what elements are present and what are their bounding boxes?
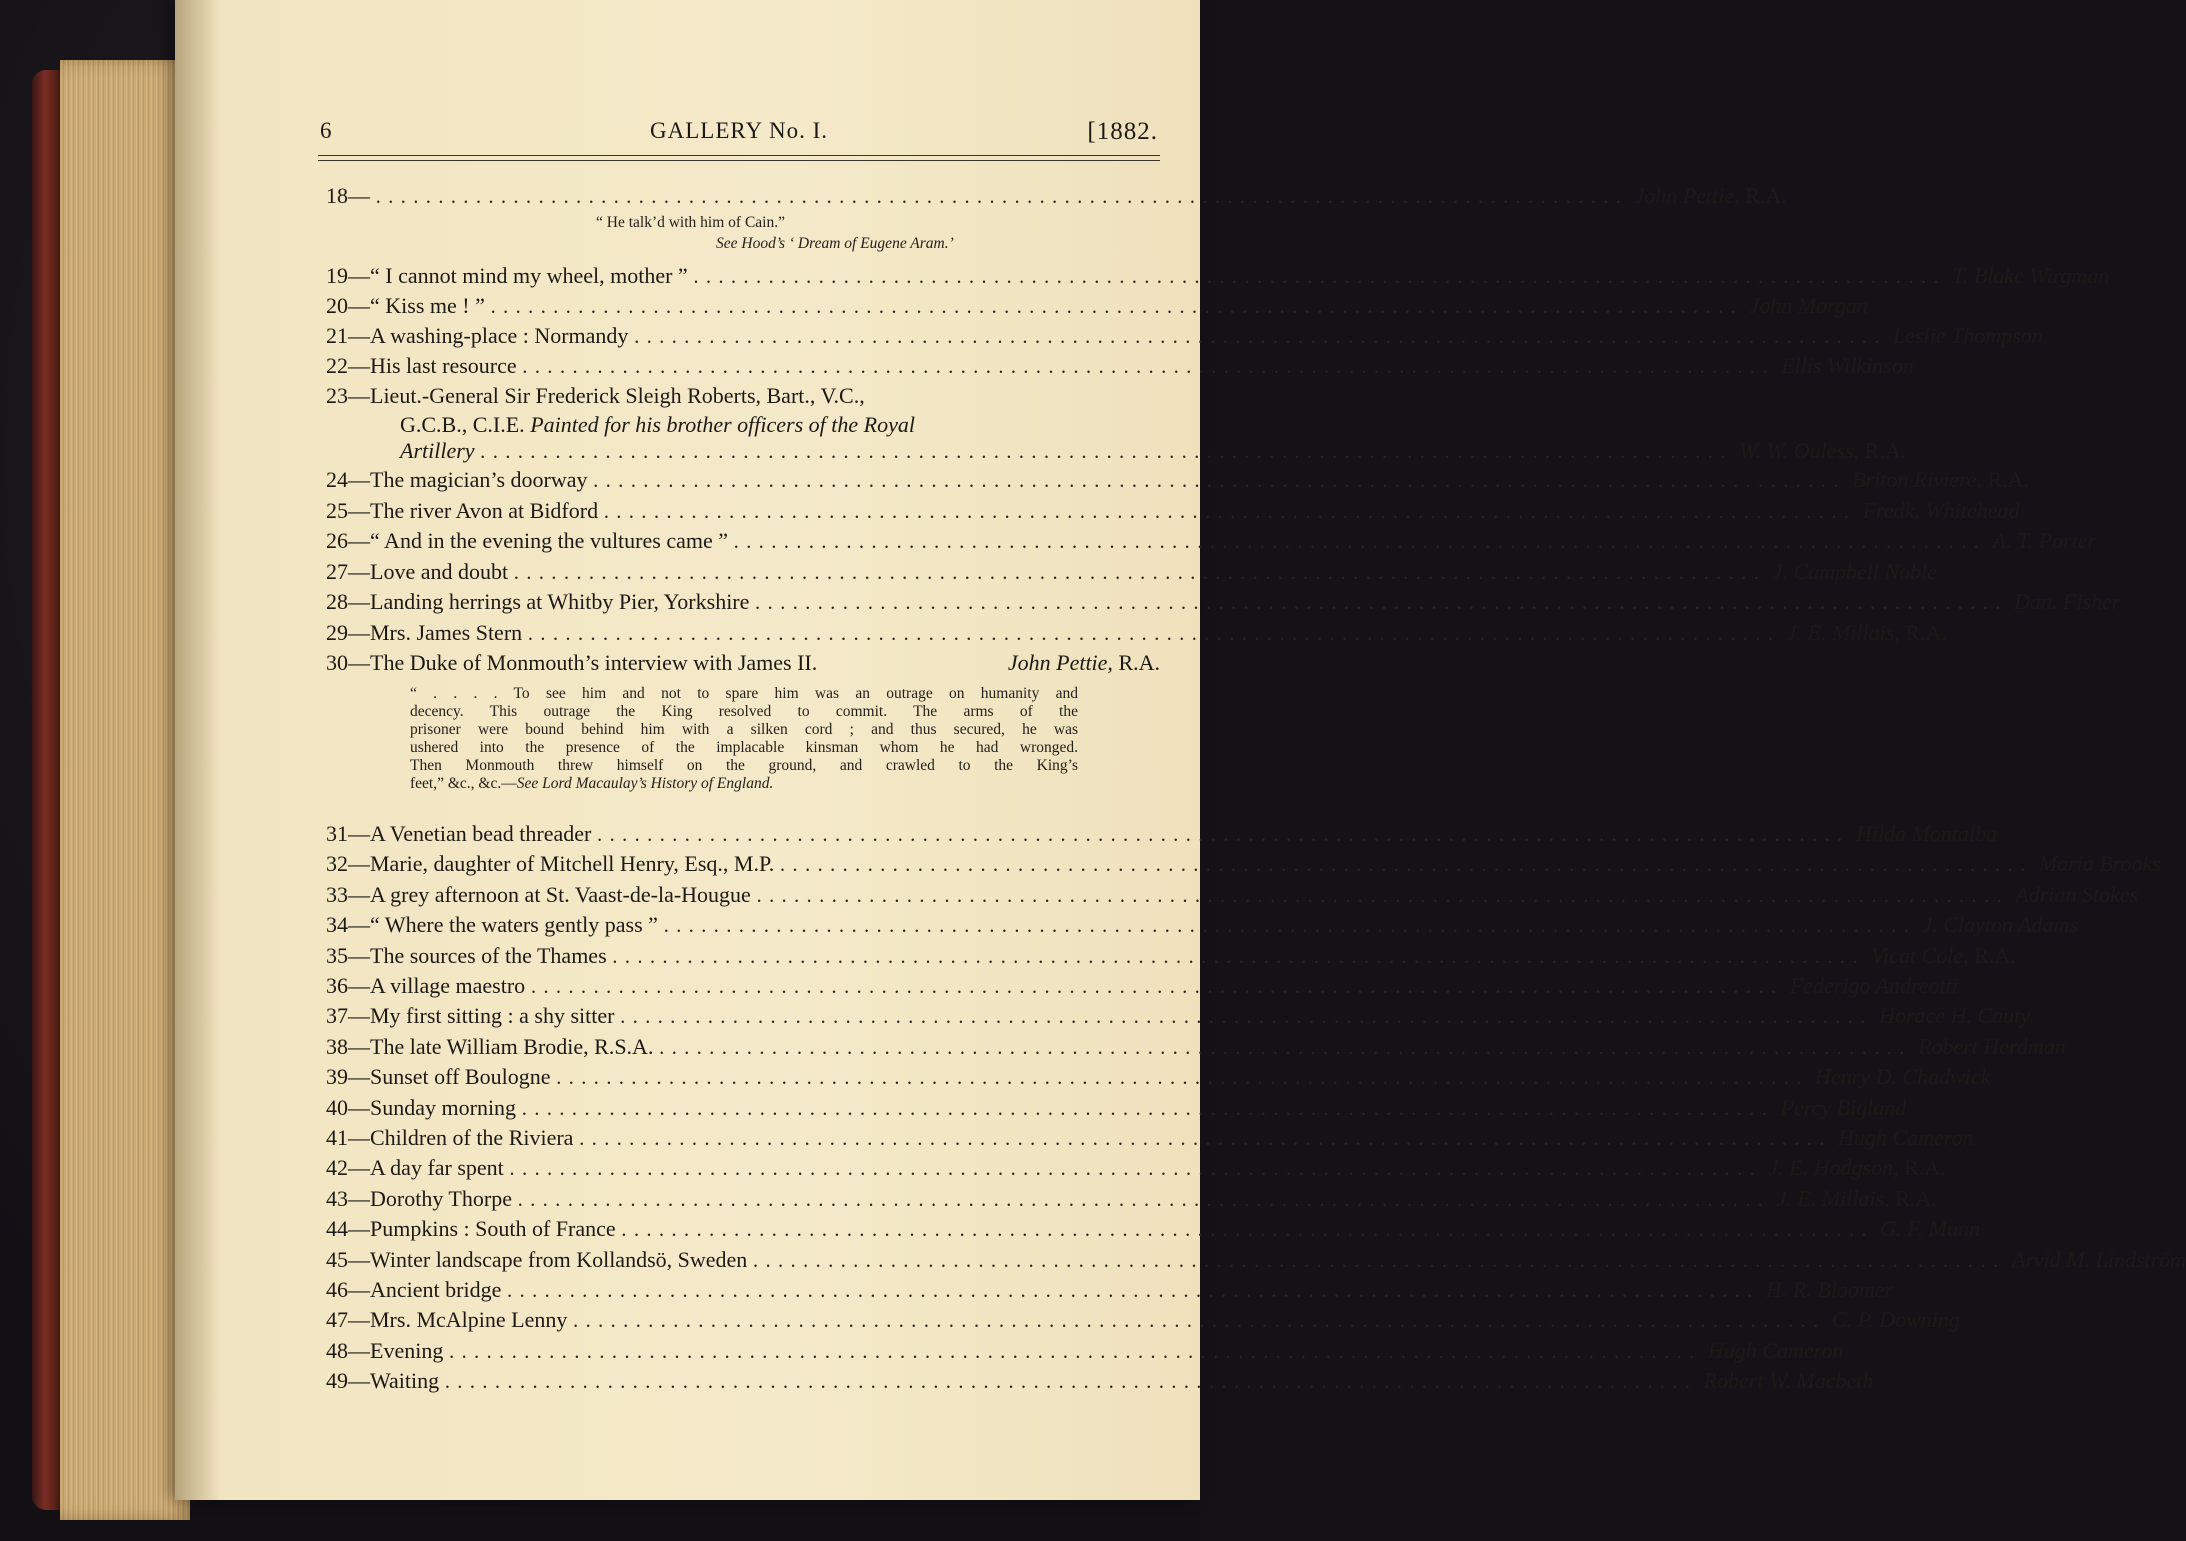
dot-leader: .................................................................................................... xyxy=(663,921,1917,937)
dot-leader: .................................................................................................... xyxy=(507,1286,1760,1301)
entry-title: 20—“ Kiss me ! ” xyxy=(326,293,485,318)
entry-artist: Briton Riviere, R.A. xyxy=(1852,467,2030,492)
dot-leader: .................................................................................................... xyxy=(634,332,1888,347)
dot-leader: .................................................................................................... xyxy=(612,951,1866,967)
dot-leader: .................................................................................................... xyxy=(593,476,1847,491)
catalogue-entry xyxy=(326,1003,2030,1035)
entry-artist: Horace H. Cauty xyxy=(1879,1003,2030,1029)
gutter-shadow xyxy=(175,0,220,1500)
entry-23-line2: G.C.B., C.I.E. Painted for his brother officers of the Royal xyxy=(400,412,915,437)
dot-leader: .................................................................................................... xyxy=(620,1012,1874,1028)
dot-leader: .................................................................................................... xyxy=(514,567,1767,583)
entry-quote: “ He talk’d with him of Cain.” xyxy=(596,214,785,231)
dot-leader: .................................................................................................... xyxy=(528,629,1781,644)
quote-line: “ . . . . To see him and not to spare him was an outrage on humanity and xyxy=(410,685,1078,702)
entry-title: 44—Pumpkins : South of France xyxy=(326,1216,616,1242)
dot-leader: .................................................................................................... xyxy=(509,1164,1763,1180)
entry-title: 45—Winter landscape from Kollandsö, Sweden xyxy=(326,1246,748,1272)
entry-artist: C. P. Downing xyxy=(1831,1307,1960,1333)
entry-title: 40—Sunday morning xyxy=(326,1094,517,1120)
dot-leader: .................................................................................................... xyxy=(480,447,1734,462)
dot-leader: .................................................................................................... xyxy=(449,1346,1702,1362)
catalogue-entry xyxy=(326,1277,1894,1309)
dot-leader: .................................................................................................... xyxy=(755,598,2008,614)
quote-line: ushered into the presence of the implacable kinsman whom he had wronged. xyxy=(410,739,1078,756)
entry-title: 30—The Duke of Monmouth’s interview with James II. xyxy=(326,650,818,675)
dot-leader: .................................................................................................... xyxy=(376,192,1629,207)
catalogue-entry xyxy=(326,1216,1981,1248)
entry-title: 32—Marie, daughter of Mitchell Henry, Esq., M.P. xyxy=(326,851,775,877)
entry-artist: John Pettie, R.A. xyxy=(1634,183,1787,208)
dot-leader: .................................................................................................... xyxy=(490,302,1744,317)
dot-leader: .................................................................................................... xyxy=(556,1073,1810,1089)
catalogue-entry xyxy=(326,1337,1844,1370)
catalogue-entry xyxy=(326,1185,1937,1218)
dot-leader: .................................................................................................... xyxy=(579,1134,1833,1149)
dot-leader: .................................................................................................... xyxy=(517,1194,1771,1210)
entry-title: 48—Evening xyxy=(326,1337,444,1363)
entry-artist: J. E. Millais, R.A. xyxy=(1776,1185,1937,1211)
dot-leader: .................................................................................................... xyxy=(753,1255,2006,1271)
dot-leader: .................................................................................................... xyxy=(531,982,1784,997)
entry-title: 38—The late William Brodie, R.S.A. xyxy=(326,1033,654,1059)
entry-title: 49—Waiting xyxy=(326,1368,440,1394)
entry-title: 35—The sources of the Thames xyxy=(326,942,607,968)
entry-artist: Fredk. Whitehead xyxy=(1862,497,2020,523)
page-number: 6 xyxy=(320,118,333,143)
catalogue-entry xyxy=(326,973,1958,1005)
dot-leader: .................................................................................................... xyxy=(693,272,1947,287)
entry-artist: Hugh Cameron xyxy=(1707,1337,1844,1363)
catalogue-entry xyxy=(326,1155,1946,1187)
entry-title: 43—Dorothy Thorpe xyxy=(326,1185,512,1211)
entry-title: 41—Children of the Riviera xyxy=(326,1125,574,1150)
entry-title: 34—“ Where the waters gently pass ” xyxy=(326,912,658,938)
year: [1882. xyxy=(1087,118,1158,145)
entry-title: 27—Love and doubt xyxy=(326,558,509,584)
entry-artist: Hilda Montalba xyxy=(1855,821,1998,846)
entry-artist: Arvid M. Lindström xyxy=(2011,1246,2186,1272)
catalogue-entry xyxy=(326,1033,2066,1066)
dot-leader: .................................................................................................... xyxy=(597,830,1850,845)
catalogue-entry xyxy=(326,851,2161,883)
dot-leader: .................................................................................................... xyxy=(522,362,1776,377)
entry-artist: Federigo Andreotti xyxy=(1789,973,1958,998)
dot-leader: .................................................................................................... xyxy=(734,537,1987,553)
entry-title: 21—A washing-place : Normandy xyxy=(326,323,629,348)
entry-reference: See Hood’s ‘ Dream of Eugene Aram.’ xyxy=(716,235,954,252)
catalogue-entry xyxy=(326,1368,1874,1400)
catalogue-entry xyxy=(326,1246,2186,1279)
entry-title: 33—A grey afternoon at St. Vaast-de-la-Hougue xyxy=(326,881,751,907)
entry-title: 36—A village maestro xyxy=(326,973,526,998)
dot-leader: .................................................................................................... xyxy=(756,890,2010,906)
entry-title: 25—The river Avon at Bidford xyxy=(326,497,599,523)
entry-title: 28—Landing herrings at Whitby Pier, Yorkshire xyxy=(326,589,750,615)
entry-title: 37—My first sitting : a shy sitter xyxy=(326,1003,615,1029)
quote-line: prisoner were bound behind him with a silken cord ; and thus secured, he was xyxy=(410,721,1078,738)
entry-artist: Maria Brooks xyxy=(2038,851,2161,877)
entry-title: 19—“ I cannot mind my wheel, mother ” xyxy=(326,263,688,288)
entry-artist: G. F. Munn xyxy=(1880,1216,1981,1242)
dot-leader: .................................................................................................... xyxy=(573,1316,1826,1332)
entry-artist: Hugh Cameron xyxy=(1838,1125,1974,1150)
quote-line: feet,” &c., &c.—See Lord Macaulay’s History of England. xyxy=(410,775,774,792)
entry-title: 46—Ancient bridge xyxy=(326,1277,502,1302)
entry-title: 42—A day far spent xyxy=(326,1155,504,1181)
entry-title: 29—Mrs. James Stern xyxy=(326,620,523,645)
dot-leader: .................................................................................................... xyxy=(445,1377,1698,1393)
dot-leader: .................................................................................................... xyxy=(659,1042,1913,1058)
entry-artist: H. R. Bloomer xyxy=(1765,1277,1894,1302)
entry-artist: Robert W. Macbeth xyxy=(1703,1368,1874,1394)
entry-artist: John Pettie, R.A. xyxy=(1007,650,1160,675)
entry-artist: T. Blake Wirgman xyxy=(1952,263,2110,288)
entry-title: 47—Mrs. McAlpine Lenny xyxy=(326,1307,568,1333)
entry-artist: Leslie Thompson xyxy=(1893,323,2043,348)
dot-leader: .................................................................................................... xyxy=(604,506,1857,522)
entry-title: 22—His last resource xyxy=(326,353,517,378)
entry-title: Artillery xyxy=(400,438,475,463)
entry-artist: Percy Bigland xyxy=(1780,1094,1907,1120)
entry-number: 18— xyxy=(326,183,370,208)
catalogue-entry xyxy=(326,912,2078,944)
entry-title: 24—The magician’s doorway xyxy=(326,467,588,492)
entry-artist: Adrian Stokes xyxy=(2015,881,2139,907)
entry-artist: Dan. Fisher xyxy=(2014,589,2121,615)
catalogue-entry xyxy=(326,1125,1974,1157)
catalogue-entry xyxy=(326,1307,1960,1339)
catalogue-entry xyxy=(326,821,1998,853)
entry-artist: John Morgan xyxy=(1749,293,1868,318)
entry-artist: Vicat Cole, R.A. xyxy=(1871,942,2016,968)
entry-artist: W. W. Ouless, R.A. xyxy=(1739,438,1907,463)
entry-artist: Ellis Wilkinson xyxy=(1781,353,1914,378)
catalogue-entry xyxy=(326,1094,1907,1127)
entry-artist: Henry D. Chadwick xyxy=(1815,1064,1991,1090)
entry-artist: J. E. Millais, R.A. xyxy=(1786,620,1947,645)
catalogue-entry xyxy=(326,942,2016,975)
dot-leader: .................................................................................................... xyxy=(780,860,2033,876)
entry-artist: A. T. Porter xyxy=(1992,528,2097,554)
dot-leader: .................................................................................................... xyxy=(621,1225,1875,1241)
gallery-title: GALLERY No. I. xyxy=(650,118,828,143)
quote-line: decency. This outrage the King resolved to commit. The arms of the xyxy=(410,703,1078,720)
entry-artist: J. Clayton Adams xyxy=(1922,912,2078,938)
entry-title: 26—“ And in the evening the vultures came ” xyxy=(326,528,728,554)
entry-title: 31—A Venetian bead threader xyxy=(326,821,592,846)
entry-title: 39—Sunset off Boulogne xyxy=(326,1064,551,1090)
catalogue-entry xyxy=(326,881,2139,914)
catalogue-entry xyxy=(326,1064,1991,1096)
entry-23-line1: 23—Lieut.-General Sir Frederick Sleigh Roberts, Bart., V.C., xyxy=(326,383,865,408)
entry-artist: Robert Herdman xyxy=(1918,1033,2066,1059)
quote-line: Then Monmouth threw himself on the ground, and crawled to the King’s xyxy=(410,757,1078,774)
entry-artist: J. Campbell Noble xyxy=(1772,558,1938,584)
entry-artist: J. E. Hodgson, R.A. xyxy=(1768,1155,1946,1181)
dot-leader: .................................................................................................... xyxy=(522,1103,1775,1119)
page-edges xyxy=(60,60,190,1520)
